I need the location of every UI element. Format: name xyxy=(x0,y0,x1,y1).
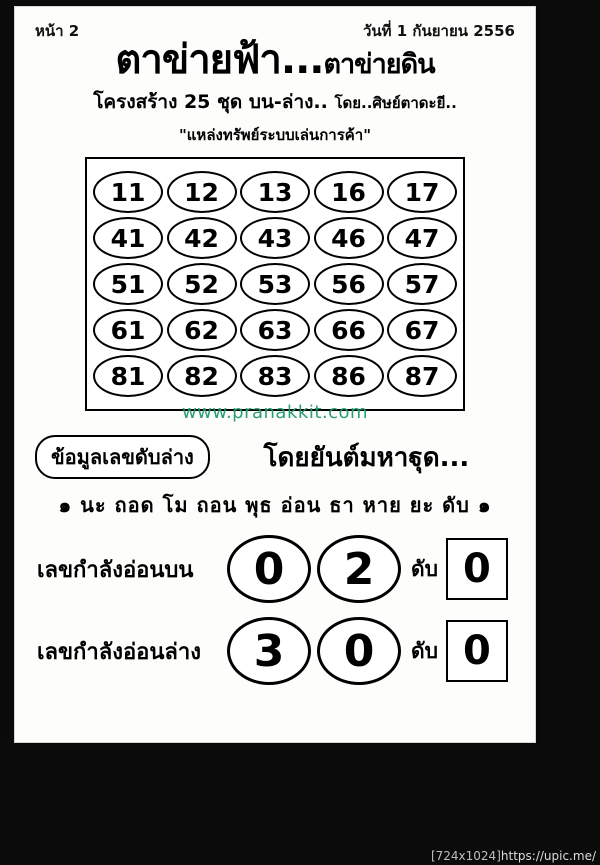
grid-cell: 53 xyxy=(240,263,310,305)
result-row-lower xyxy=(31,617,519,685)
title-tail: ตาข่ายดิน xyxy=(323,49,435,80)
grid-row xyxy=(93,217,457,259)
grid-cell: 83 xyxy=(240,355,310,397)
result-label: เลขกำลังอ่อนบน xyxy=(37,557,194,583)
grid-cell: 13 xyxy=(240,171,310,213)
middle-headline: โดยยันต์มหาฐุด... xyxy=(263,442,470,473)
grid-cell: 51 xyxy=(93,263,163,305)
tagline: "แหล่งทรัพย์ระบบเล่นการค้า" xyxy=(178,126,372,144)
result-digit: 0 xyxy=(317,617,401,685)
grid-cell: 46 xyxy=(314,217,384,259)
grid-cell: 67 xyxy=(387,309,457,351)
middle-heading-row xyxy=(31,435,519,479)
grid-cell: 57 xyxy=(387,263,457,305)
grid-cell: 61 xyxy=(93,309,163,351)
site-watermark: www.pranakkit.com xyxy=(181,402,369,423)
grid-cell: 82 xyxy=(167,355,237,397)
result-digit: 0 xyxy=(227,535,311,603)
grid-row xyxy=(93,171,457,213)
publication-date: วันที่ 1 กันยายน 2556 xyxy=(362,22,515,40)
grid-cell: 66 xyxy=(314,309,384,351)
grid-cell: 52 xyxy=(167,263,237,305)
mantra-word-row: ๑ นะ ถอด โม ถอน พุธ อ่อน ธา หาย ยะ ดับ ๑ xyxy=(58,493,492,517)
grid-cell: 16 xyxy=(314,171,384,213)
grid-row xyxy=(93,309,457,351)
grid-cell: 56 xyxy=(314,263,384,305)
grid-cell: 17 xyxy=(387,171,457,213)
result-digit: 2 xyxy=(317,535,401,603)
grid-cell: 43 xyxy=(240,217,310,259)
grid-cell: 47 xyxy=(387,217,457,259)
title-main: ตาข่ายฟ้า... xyxy=(115,37,324,83)
grid-cell: 81 xyxy=(93,355,163,397)
result-digit: 3 xyxy=(227,617,311,685)
dub-value: 0 xyxy=(446,620,508,682)
page-number: หน้า 2 xyxy=(35,22,80,40)
grid-cell: 63 xyxy=(240,309,310,351)
grid-cell: 11 xyxy=(93,171,163,213)
section-pill-label: ข้อมูลเลขดับล่าง xyxy=(35,435,210,479)
image-footer-credit xyxy=(431,849,596,863)
scan-border-left xyxy=(0,0,14,751)
subtitle-text: โครงสร้าง 25 ชุด บน-ล่าง.. xyxy=(93,91,328,113)
grid-row xyxy=(93,355,457,397)
grid-row xyxy=(93,263,457,305)
grid-cell: 62 xyxy=(167,309,237,351)
page-title xyxy=(31,39,519,81)
scan-border-right xyxy=(534,0,600,751)
scan-border-bottom xyxy=(0,741,600,865)
result-label: เลขกำลังอ่อนล่าง xyxy=(37,639,201,665)
grid-cell: 87 xyxy=(387,355,457,397)
subtitle xyxy=(31,87,519,117)
grid-cell: 12 xyxy=(167,171,237,213)
dub-label: ดับ xyxy=(411,556,438,581)
dub-value: 0 xyxy=(446,538,508,600)
paper-sheet xyxy=(14,6,536,743)
grid-cell: 41 xyxy=(93,217,163,259)
result-row-upper xyxy=(31,535,519,603)
image-dimensions: [724x1024] xyxy=(430,849,501,863)
number-grid xyxy=(85,157,465,411)
grid-cell: 86 xyxy=(314,355,384,397)
author-credit: โดย..ศิษย์ตาดะยี.. xyxy=(334,94,457,112)
image-source-url: https://upic.me/ xyxy=(500,849,596,863)
grid-cell: 42 xyxy=(167,217,237,259)
dub-label: ดับ xyxy=(411,638,438,663)
